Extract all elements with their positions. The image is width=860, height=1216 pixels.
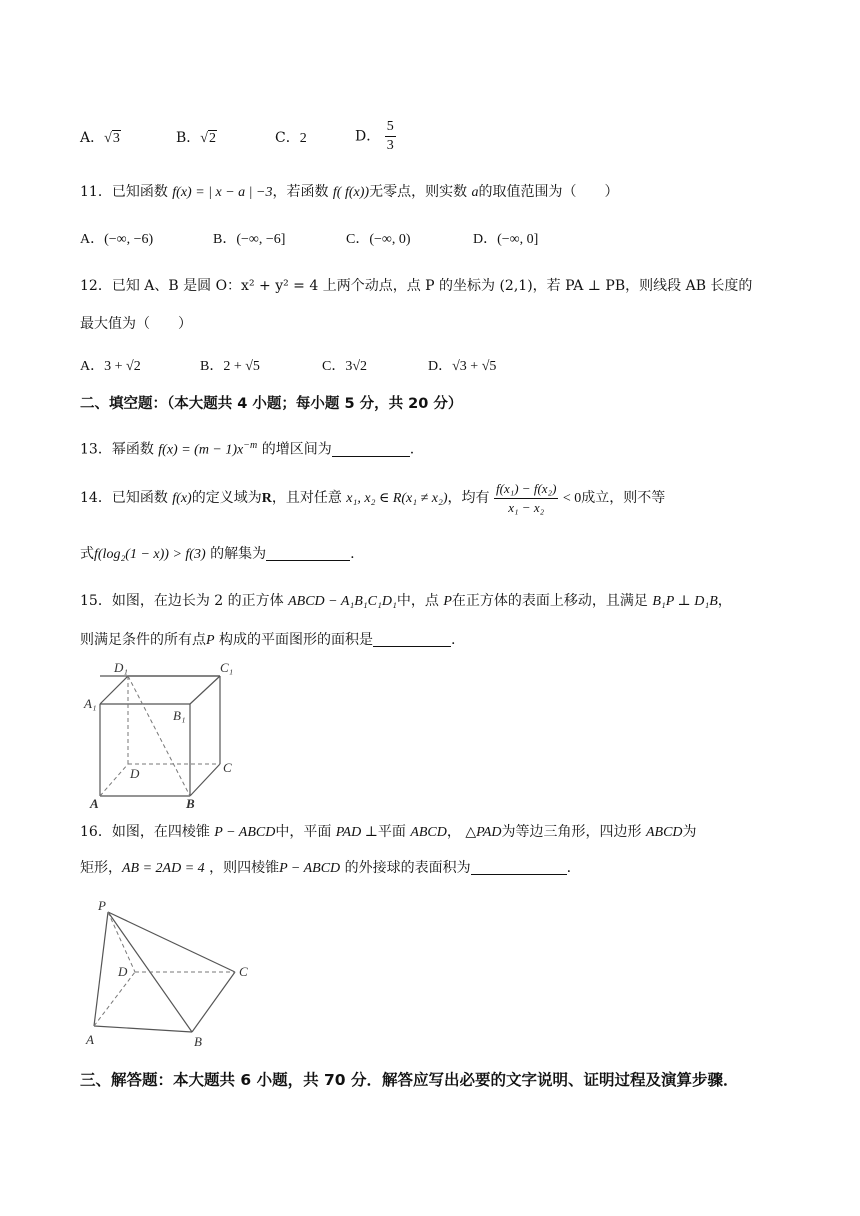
q12-option-d: D．√3 + √5 (428, 359, 497, 374)
cube-label-c: C (223, 760, 232, 775)
answer-blank-13[interactable] (332, 442, 410, 457)
question-12-line1: 12．已知 A、B 是圆 O：x² + y² = 4 上两个动点，点 P 的坐标为 (2,1)，若 PA ⊥ PB，则线段 AB 长度的 (80, 278, 753, 294)
cube-label-d: D (130, 766, 140, 781)
pyramid-label-p: P (98, 898, 106, 913)
cube-label-b1: B₁ (173, 708, 186, 723)
q10-option-d: D． $\frac{5}{3}$ (355, 119, 394, 153)
question-11: 11．已知函数 f(x) = | x − a | −3，若函数 f( f(x))无零点，则实数 a的取值范围为（ ） (80, 184, 619, 200)
cube-label-a: A (90, 796, 99, 811)
cube-label-c1: C₁ (220, 660, 234, 675)
question-13: 13．幂函数 $f(x) = (m - 1)x^{-m}$ 的增区间为 . (80, 440, 415, 458)
q11-option-b: B．(−∞, −6] (213, 232, 286, 247)
section-3-title: 三、解答题：本大题共 6 小题，共 70 分．解答应写出必要的文字说明、证明过程及演算步骤． (80, 1071, 739, 1089)
pyramid-label-b: B (194, 1034, 202, 1049)
answer-blank-16[interactable] (471, 860, 567, 875)
pyramid-label-a: A (86, 1032, 94, 1047)
q11-option-a: A．(−∞, −6) (80, 232, 154, 247)
question-14-line1: 14．已知函数 f(x)的定义域为R，且对任意 x₁, x₂ ∈ R(x₁ ≠ x₂)，均有 $\frac{\text{f(x₁) − f(x₂)}}{\text{x₁ − x₂}}$ < 0成立，则不等 (80, 480, 666, 515)
question-16-line2: 矩形，AB = 2AD = 4 ，则四棱锥P − ABCD 的外接球的表面积为 . (80, 860, 572, 876)
q10-option-c: C．2 (275, 130, 307, 146)
answer-blank-15[interactable] (373, 632, 451, 647)
question-14-line2: 式f(log₂(1 − x)) > f(3) 的解集为 . (80, 546, 355, 562)
cube-label-a1: A₁ (84, 696, 97, 711)
cube-label-b: B (186, 796, 195, 811)
pyramid-figure (80, 894, 260, 1052)
cube-figure (80, 656, 250, 812)
q11-option-d: D．(−∞, 0] (473, 232, 539, 247)
question-12-line2: 最大值为（ ） (80, 316, 192, 332)
q12-option-b: B．2 + √5 (200, 359, 260, 374)
q12-option-c: C．3√2 (322, 359, 368, 374)
answer-blank-14[interactable] (266, 546, 350, 561)
question-16-line1: 16．如图，在四棱锥 P − ABCD中，平面 PAD ⊥平面 ABCD， △PAD为等边三角形，四边形 ABCD为 (80, 824, 697, 840)
question-15-line2: 则满足条件的所有点P 构成的平面图形的面积是 . (80, 632, 456, 648)
q11-option-c: C．(−∞, 0) (346, 232, 411, 247)
question-15-line1: 15．如图，在边长为 2 的正方体 ABCD − A₁B₁C₁D₁中，点 P在正方体的表面上移动，且满足 B₁P ⊥ D₁B， (80, 593, 732, 609)
cube-label-d1: D₁ (114, 660, 128, 675)
q10-option-a: A．√3 (80, 130, 120, 146)
pyramid-label-c: C (239, 964, 248, 979)
pyramid-label-d: D (118, 964, 128, 979)
section-2-title: 二、填空题：（本大题共 4 小题；每小题 5 分，共 20 分） (80, 396, 463, 412)
q10-option-b: B．√2 (176, 130, 216, 146)
q12-option-a: A．3 + √2 (80, 359, 141, 374)
